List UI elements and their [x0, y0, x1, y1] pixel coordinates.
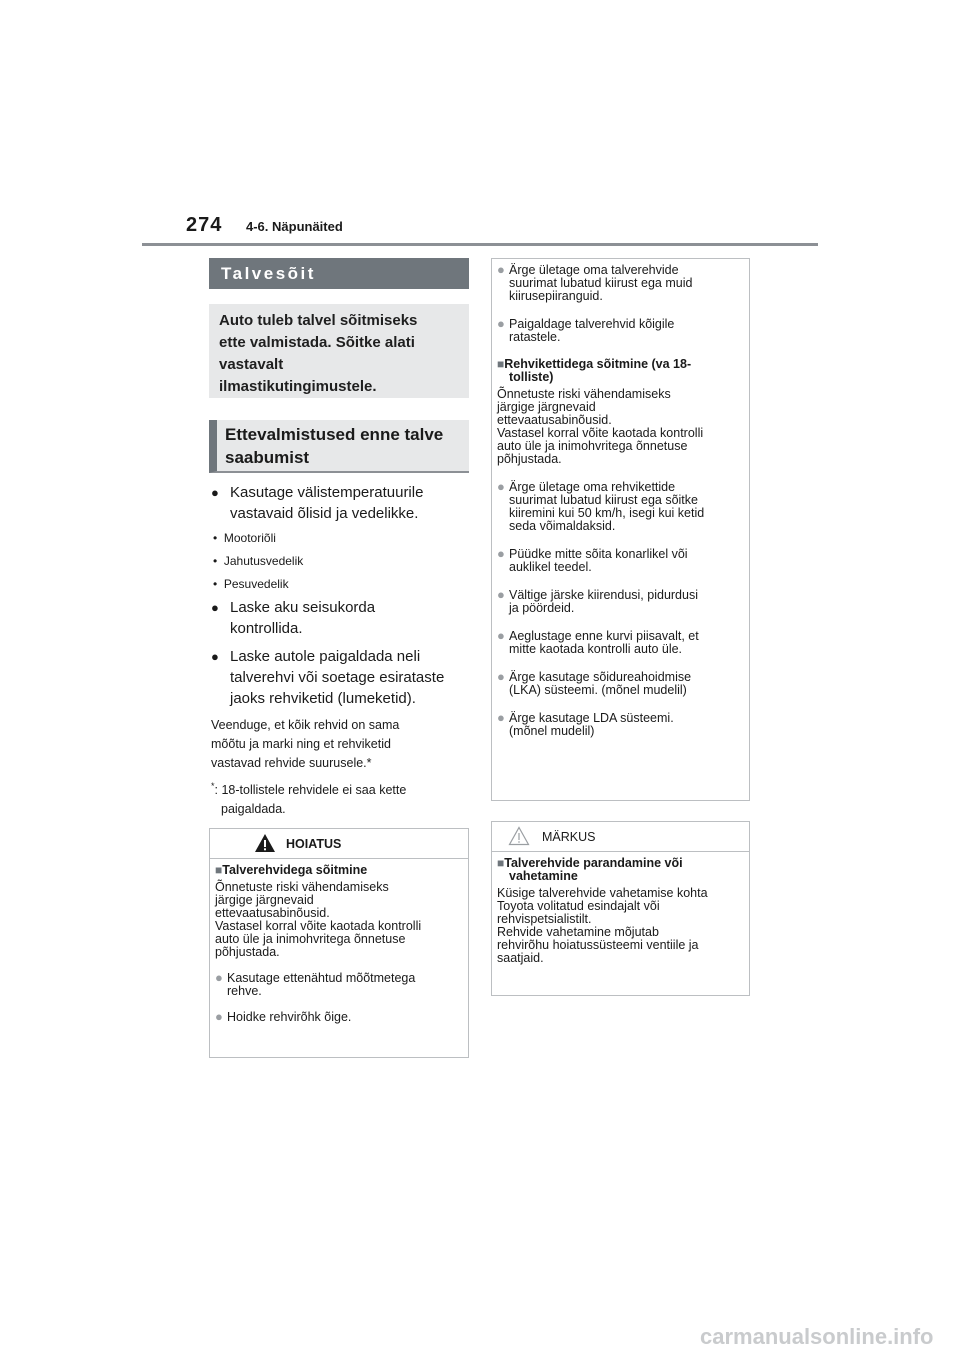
bullet-dot-icon: ●: [215, 1009, 223, 1024]
notice-box-header: [492, 822, 749, 852]
bullet-dot-icon: ●: [497, 479, 505, 494]
chains-text: Õnnetuste riski vähendamiseks järgige järgnevaid ettevaatusabinõusid. Vastasel korral võite kaotada kontrolli auto üle ja inimohvritega õnnetuse põhjustada.: [497, 387, 704, 466]
square-bullet-icon: ■: [497, 856, 505, 870]
intro-box: [209, 304, 469, 398]
list-item: ● Ärge ületage oma talverehvide suurimat lubatud kiirust ega muid kiirusepiiranguid.: [497, 262, 693, 303]
warning-triangle-icon: [254, 833, 276, 853]
page-number: 274: [186, 214, 223, 236]
bullet-dot-icon: ●: [211, 600, 219, 615]
sub-heading: [209, 420, 469, 473]
square-bullet-icon: ■: [497, 357, 505, 371]
bullet-dot-icon: ●: [497, 546, 505, 561]
bullet-dot-icon: ●: [215, 970, 223, 985]
list-item: ● Püüdke mitte sõita konarlikel või auklikel teedel.: [497, 546, 688, 574]
warning-box-header: [210, 829, 468, 859]
list-item: ● Vältige järske kiirendusi, pidurdusi ja pöördeid.: [497, 587, 698, 615]
list-item: ● Ärge kasutage sõidureahoidmise (LKA) süsteemi. (mõnel mudelil): [497, 669, 692, 697]
bullet-tyres: ● Laske autole paigaldada neli talverehvi või soetage esirataste jaoks rehviketid (lumeketid).: [211, 648, 445, 707]
list-item: ● Ärge kasutage LDA süsteemi. (mõnel mudelil): [497, 710, 674, 738]
header-rule: [142, 243, 818, 246]
notice-sub-title: ■Talverehvide parandamine või vahetamine: [497, 856, 683, 883]
note-text: Veenduge, et kõik rehvid on sama mõõtu ja marki ning et rehviketid vastavad rehvide suurusele.*: [211, 718, 400, 770]
bullet-dot-icon: ●: [497, 710, 505, 725]
list-item: • Jahutusvedelik: [213, 554, 304, 568]
intro-line: ilmastikutingimustele.: [219, 378, 377, 395]
notice-title: MÄRKUS: [542, 830, 596, 844]
list-item: ● Ärge ületage oma rehvikettide suurimat lubatud kiirust ega sõitke kiiremini kui 50 km/h, isegi kui ketid seda võimaldaksid.: [497, 479, 705, 533]
sub-heading-line: saabumist: [225, 448, 310, 467]
list-item: ● Kasutage ettenähtud mõõtmetega rehve.: [215, 970, 416, 998]
fluids-list: [213, 530, 463, 599]
intro-line: vastavalt: [219, 356, 284, 373]
warning-text: Õnnetuste riski vähendamiseks järgige järgnevaid ettevaatusabinõusid. Vastasel korral võite kaotada kontrolli auto üle ja inimohvritega õnnetuse põhjustada.: [215, 880, 422, 959]
bullet-dot-icon: ●: [497, 628, 505, 643]
watermark: carmanualsonline.info: [700, 1324, 934, 1349]
footnote: *: 18-tollistele rehvidele ei saa kette paigaldada.: [211, 781, 407, 817]
intro-line: ette valmistada. Sõitke alati: [219, 334, 415, 351]
notice-text: Küsige talverehvide vahetamise kohta Toyota volitatud esindajalt või rehvispetsialistilt. Rehvide vahetamine mõjutab rehvirõhu hoiatussüsteemi ventiile ja saatjaid.: [497, 886, 708, 965]
list-item: ● Aeglustage enne kurvi piisavalt, et mitte kaotada kontrolli auto üle.: [497, 628, 699, 656]
winter-tyres-box: [491, 258, 750, 801]
bullet-dot-icon: ●: [497, 316, 505, 331]
notice-triangle-icon: [508, 826, 530, 846]
notice-box: [491, 821, 750, 996]
bullet-dot-icon: ●: [497, 262, 505, 277]
bullet-dot-icon: ●: [211, 485, 219, 500]
list-item: ● Paigaldage talverehvid kõigile ratastele.: [497, 316, 675, 344]
bullet-battery: ● Laske aku seisukorda kontrollida.: [211, 599, 376, 637]
warning-title: HOIATUS: [286, 837, 342, 851]
intro-line: Auto tuleb talvel sõitmiseks: [219, 312, 418, 329]
bullet-dot-icon: ●: [497, 669, 505, 684]
warning-sub-title: ■Talverehvidega sõitmine: [215, 863, 368, 877]
list-item: ● Hoidke rehvirõhk õige.: [215, 1009, 352, 1024]
bullet-fluids: ● Kasutage välistemperatuurile vastavaid õlisid ja vedelikke.: [211, 484, 424, 522]
section-title-bar: Talvesõit: [209, 258, 469, 289]
bullet-dot-icon: ●: [211, 649, 219, 664]
bullet-dot-icon: ●: [497, 587, 505, 602]
list-item: • Mootoriõli: [213, 531, 276, 545]
section-label: 4-6. Näpunäited: [246, 219, 343, 234]
warning-box: [209, 828, 469, 1058]
square-bullet-icon: ■: [215, 863, 223, 877]
sub-heading-line: Ettevalmistused enne talve: [225, 425, 444, 444]
list-item: • Pesuvedelik: [213, 577, 289, 591]
chains-sub-title: ■Rehvikettidega sõitmine (va 18- tolliste): [497, 357, 692, 384]
